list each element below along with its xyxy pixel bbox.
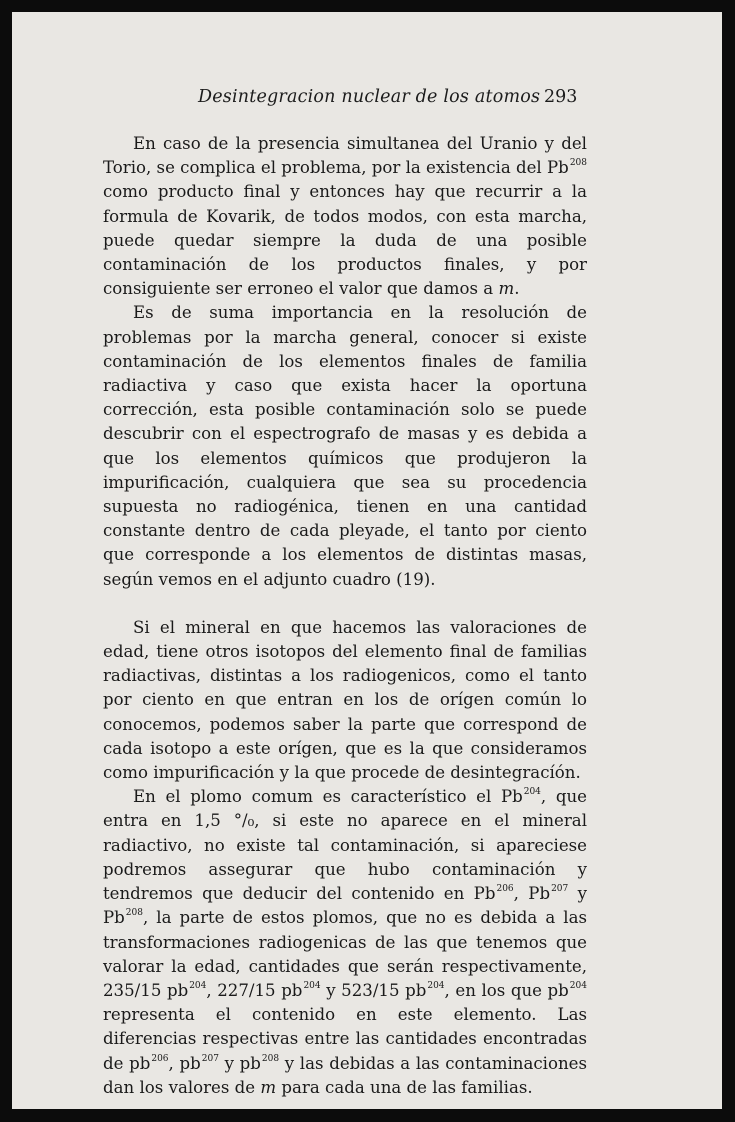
text-segment: , que entra en 1,5 °/₀, si este no aparece en el mineral radiactivo, no existe tal contaminación, si apareciese podremos assegurar que hubo contaminación y tendremos que deducir del contenido en Pb (103, 787, 587, 904)
text-segment: , la parte de estos plomos, que no es debida a las transformaciones radiogenicas de las que tenemos que valorar la edad, cantidades que serán respectivamente, 235/15 pb (103, 908, 587, 1000)
italic-variable: m (498, 279, 515, 299)
text-segment: y las debidas a las contaminaciones dan los valores de (103, 1053, 587, 1097)
scanned-page (12, 12, 722, 1109)
text-segment: y 523/15 pb (320, 980, 427, 1000)
text-segment: representa el contenido en este elemento. Las diferencias respectivas entre las cantidades encontradas de pb (103, 1005, 587, 1073)
superscript-mass-number: 204 (427, 980, 445, 991)
paragraph (103, 132, 587, 301)
text-segment: . (514, 279, 520, 299)
superscript-mass-number: 206 (151, 1053, 169, 1064)
page-number: 293 (544, 87, 578, 107)
text-segment: En el plomo comum es característico el Pb (133, 787, 523, 807)
text-segment: , en los que pb (444, 980, 569, 1000)
superscript-mass-number: 207 (551, 884, 569, 895)
running-title: Desintegracion nuclear de los atomos (198, 87, 541, 107)
superscript-mass-number: 207 (201, 1053, 219, 1064)
superscript-mass-number: 208 (125, 908, 143, 919)
paragraph (103, 301, 587, 591)
body-text (103, 132, 587, 1100)
paragraph (103, 616, 587, 785)
text-segment: y Pb (103, 884, 587, 928)
text-segment: , pb (168, 1053, 201, 1073)
text-segment: Es de suma importancia en la resolución de problemas por la marcha general, conocer si existe contaminación de los elementos finales de familia radiactiva y caso que exista hacer la oportuna corrección, esta posible contaminación solo se puede descubrir con el espectrografo de masas y es debida a que los elementos químicos que produjeron la impurificación, cualquiera que sea su procedencia supuesta no radiogénica, tienen en una cantidad constante dentro de cada pleyade, el tanto por ciento que corresponde a los elementos de distintas masas, según vemos en el adjunto cuadro (19). (103, 303, 587, 589)
italic-variable: m (260, 1077, 277, 1097)
superscript-mass-number: 204 (523, 787, 541, 798)
superscript-mass-number: 204 (189, 980, 207, 991)
text-segment: y pb (218, 1053, 261, 1073)
text-segment: , Pb (513, 884, 551, 904)
page-header (12, 87, 722, 115)
text-segment: En caso de la presencia simultanea del Uranio y del Torio, se complica el problema, por la existencia del Pb (103, 134, 587, 178)
superscript-mass-number: 204 (303, 980, 321, 991)
superscript-mass-number: 208 (261, 1053, 280, 1064)
text-segment: para cada una de las familias. (276, 1077, 533, 1097)
paragraph (103, 785, 587, 1100)
superscript-mass-number: 204 (569, 980, 587, 991)
text-segment: Si el mineral en que hacemos las valoraciones de edad, tiene otros isotopos del elemento final de familias radiactivas, distintas a los radiogenicos, como el tanto por ciento en que entran en los de orígen común lo conocemos, podemos saber la parte que correspond de cada isotopo a este orígen, que es la que consideramos como impurificación y la que procede de desintegracíón. (103, 617, 587, 783)
superscript-mass-number: 206 (496, 884, 514, 895)
superscript-mass-number: 208 (569, 158, 587, 169)
text-segment: como producto final y entonces hay que recurrir a la formula de Kovarik, de todos modos, con esta marcha, puede quedar siempre la duda de una posible contaminación de los productos finales, y por consiguiente ser erroneo el valor que damos a (103, 182, 587, 299)
text-segment: , 227/15 pb (206, 980, 303, 1000)
